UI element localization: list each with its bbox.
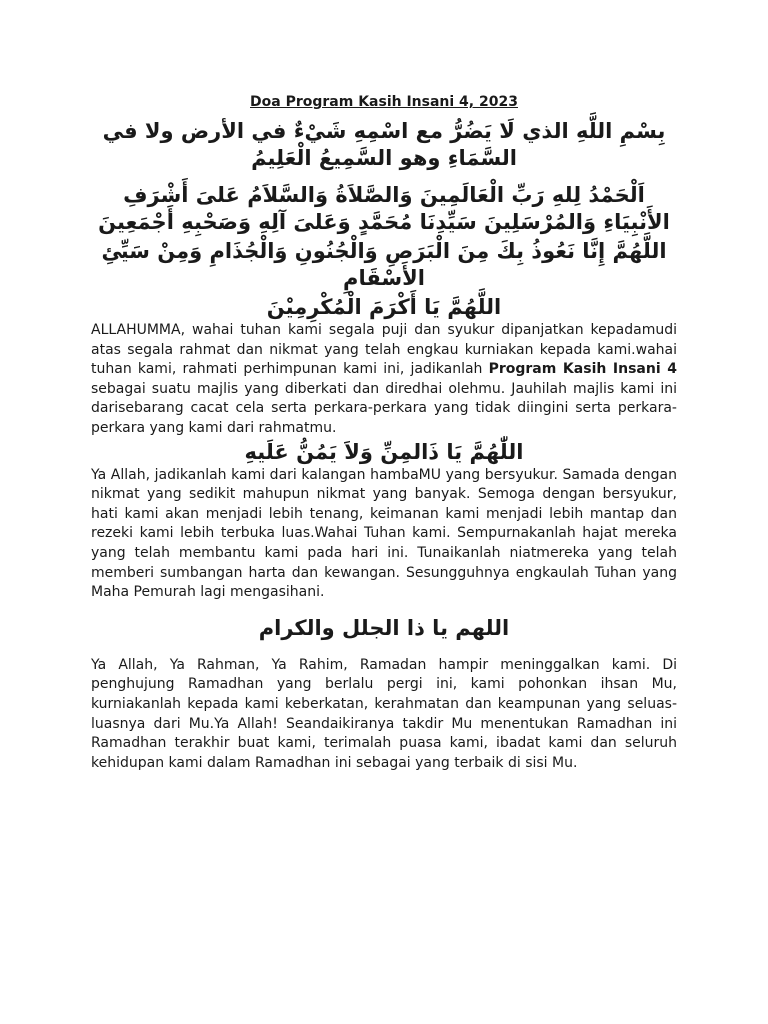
document-title: Doa Program Kasih Insani 4, 2023	[250, 94, 518, 110]
arabic-heading-dzal-jalal: اللهم يا ذا الجلل والكرام	[258, 615, 510, 640]
paragraph-1-text-a: ALLAHUMMA, wahai tuhan kami segala puji dan syukur dipanjatkan kepadamudi atas segala rahmat dan nikmat yang telah engkau kurniakan kepada kami.wahai tuhan kami, rahmati perhimpunan kami ini, jadikanlah	[91, 322, 677, 378]
document-page	[91, 92, 677, 773]
paragraph-ramadan: Ya Allah, Ya Rahman, Ya Rahim, Ramadan hampir meninggalkan kami. Di penghujung Ramadhan yang berlalu pergi ini, kami pohonkan ihsan Mu, kurniakanlah kepada kami keberkatan, kerahmatan dan keampunan yang seluas-luasnya dari Mu.Ya Allah! Seandaikiranya takdir Mu menentukan Ramadhan ini Ramadhan terakhir buat kami, terimalah puasa kami, ibadat kami dan seluruh kehidupan kami dalam Ramadhan ini sebagai yang terbaik di sisi Mu.	[91, 656, 677, 771]
arabic-heading-akramal-mukrimin: اللَّهُمَّ يَا أَكْرَمَ الْمُكْرِمِيْنَ	[266, 295, 502, 319]
arabic-doa-penyakit: اللَّهُمَّ إِنَّا نَعُوذُ بِكَ مِنَ الْبَرَصِ وَالْجُنُونِ وَالْجُذَامِ وَمِنْ سَيِّئِ الأَسْقَامِ	[101, 239, 667, 290]
paragraph-bersyukur: Ya Allah, jadikanlah kami dari kalangan hambaMU yang bersyukur. Samada dengan nikmat yang sedikit mahupun nikmat yang banyak. Semoga dengan bersyukur, hati kami akan menjadi lebih tenang, keimanan kami menjadi lebih mantap dan rezeki kami lebih terbuka luas.Wahai Tuhan kami. Sempurnakanlah hajat mereka yang telah membantu kami pada hari ini. Tunaikanlah niatmereka yang telah memberi sumbangan harta dan kewangan. Sesungguhnya engkaulah Tuhan yang Maha Pemurah lagi mengasihani.	[91, 466, 677, 601]
arabic-bismillah: بِسْمِ اللَّهِ الذي لَا يَضُرُّ مع اسْمِهِ شَيْءٌ في الأرض ولا في السَّمَاءِ وهو السَّمِيعُ الْعَلِيمُ	[102, 119, 666, 170]
arabic-heading-dzal-mann: اللّٰهُمَّ يَا ذَالمِنِّ وَلاَ يَمُنُّ عَلَيهِ	[244, 439, 524, 464]
paragraph-1-text-b: sebagai suatu majlis yang diberkati dan diredhai olehmu. Jauhilah majlis kami ini darisebarang cacat cela serta perkara-perkara yang tidak diingini serta perkara-perkara yang kami dari rahmatmu.	[91, 380, 677, 436]
paragraph-allahumma	[91, 321, 677, 439]
program-name-bold: Program Kasih Insani 4	[488, 361, 677, 378]
arabic-hamdalah: اَلْحَمْدُ لِلهِ رَبِّ الْعَالَمِينَ وَالصَّلاَةُ وَالسَّلاَمُ عَلىَ أَشْرَفِ الأَنْبِيَاءِ وَالمُرْسَلِينَ سَيِّدِنَا مُحَمَّدٍ وَعَلىَ آلِهِ وَصَحْبِهِ أَجْمَعِينَ	[98, 183, 670, 234]
